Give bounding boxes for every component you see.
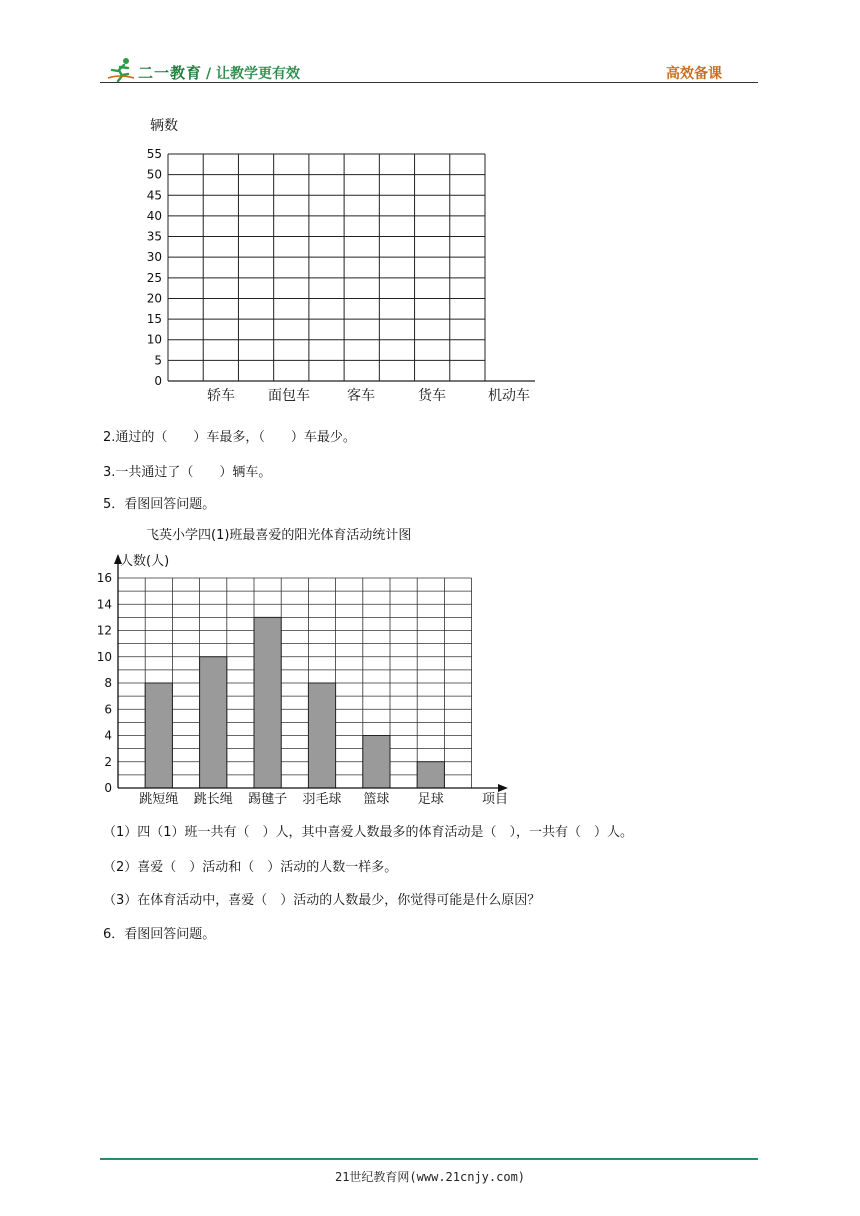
bar-羽毛球	[308, 683, 335, 788]
y-tick-label: 5	[154, 353, 162, 368]
y-tick-label: 40	[146, 208, 162, 223]
y-tick-label: 6	[104, 702, 112, 717]
vehicle-count-chart	[140, 112, 540, 408]
y-tick-label: 20	[146, 291, 162, 306]
chart2-x-axis-label: 项目	[482, 792, 509, 807]
x-tick-label: 踢毽子	[248, 792, 288, 807]
y-tick-label: 12	[96, 623, 112, 638]
y-tick-label: 16	[96, 571, 112, 585]
header-right-label: 高效备课	[666, 66, 722, 82]
footer-text: 21世纪教育网(www.21cnjy.com)	[334, 1170, 526, 1184]
chart2-y-ticks	[97, 571, 112, 795]
x-tick-label: 轿车	[207, 388, 235, 404]
question-5-2: （2）喜爱（ ）活动和（ ）活动的人数一样多。	[103, 860, 398, 875]
page-header	[100, 52, 758, 86]
x-tick-label: 客车	[347, 388, 375, 404]
chart2-x-ticks	[139, 791, 444, 807]
y-tick-label: 10	[146, 332, 162, 347]
bar-踢毽子	[254, 617, 281, 788]
y-tick-label: 0	[104, 781, 112, 795]
y-tick-label: 14	[96, 597, 112, 612]
chart2-bars	[145, 617, 444, 788]
x-tick-label: 机动车	[488, 388, 530, 404]
chart1-y-axis-label: 辆数	[150, 118, 178, 134]
y-tick-label: 10	[96, 649, 112, 664]
y-tick-label: 25	[146, 270, 162, 285]
question-3: 3.一共通过了（ ）辆车。	[103, 465, 272, 480]
y-tick-label: 4	[104, 728, 112, 743]
brand-slogan: / 让教学更有效	[206, 66, 300, 82]
y-tick-label: 8	[104, 676, 112, 690]
x-tick-label: 篮球	[363, 792, 390, 807]
brand-name: 二一教育	[138, 64, 203, 82]
y-tick-label: 30	[146, 250, 162, 265]
question-5: 5．看图回答问题。	[103, 497, 216, 512]
question-6: 6．看图回答问题。	[103, 927, 216, 942]
x-tick-label: 货车	[418, 388, 446, 404]
x-tick-label: 羽毛球	[302, 792, 342, 807]
y-tick-label: 15	[146, 312, 162, 327]
header-divider	[100, 82, 758, 83]
x-axis-arrow	[498, 784, 508, 792]
y-tick-label: 35	[146, 229, 162, 244]
chart1-x-ticks	[207, 387, 530, 404]
y-tick-label: 55	[146, 147, 162, 161]
x-tick-label: 跳长绳	[193, 792, 233, 807]
y-tick-label: 2	[104, 754, 112, 769]
y-tick-label: 0	[154, 374, 162, 388]
chart1-grid	[168, 154, 535, 381]
y-tick-label: 45	[146, 188, 162, 203]
question-2: 2.通过的（ ）车最多，（ ）车最少。	[103, 430, 356, 445]
x-tick-label: 跳短绳	[139, 792, 179, 807]
running-figure-icon	[106, 56, 136, 82]
bar-足球	[417, 762, 444, 788]
x-tick-label: 足球	[417, 792, 444, 807]
bar-篮球	[363, 736, 390, 789]
y-tick-label: 50	[146, 167, 162, 182]
footer-divider	[100, 1158, 758, 1160]
x-tick-label: 面包车	[268, 388, 310, 404]
chart1-y-ticks	[147, 147, 162, 388]
sports-activity-chart	[96, 520, 526, 812]
question-5-3: （3）在体育活动中，喜爱（ ）活动的人数最少，你觉得可能是什么原因？	[103, 893, 541, 908]
chart2-y-axis-label: 人数(人)	[120, 554, 170, 569]
chart2-title: 飞英小学四(1)班最喜爱的阳光体育活动统计图	[146, 528, 412, 543]
bar-跳长绳	[200, 657, 227, 788]
question-5-1: （1）四（1）班一共有（ ）人，其中喜爱人数最多的体育活动是（ ），一共有（ ）人。	[103, 825, 634, 840]
bar-跳短绳	[145, 683, 172, 788]
